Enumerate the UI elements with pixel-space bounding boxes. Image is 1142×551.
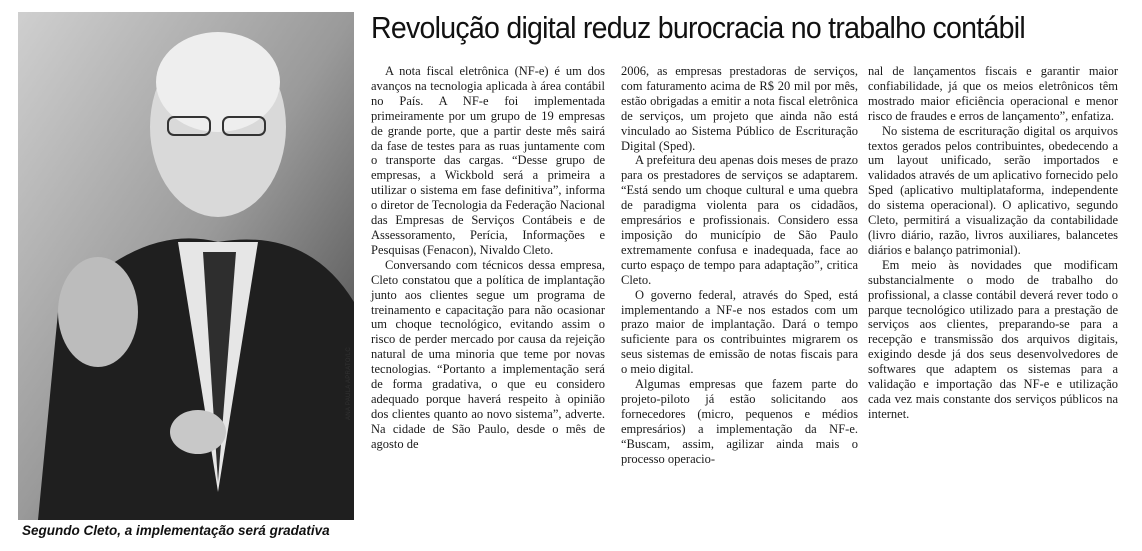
article-photo	[18, 12, 354, 520]
photo-credit: ANA PAULA APRATO/LC	[346, 346, 352, 420]
paragraph: nal de lançamentos fiscais e garantir maior confiabilidade, já que os meios eletrônicos têm mostrado maior eficiência operacional e menor risco de fraudes e erros de lançamento”, enfatiza.	[868, 64, 1118, 123]
article-headline: Revolução digital reduz burocracia no trabalho contábil	[371, 10, 1025, 45]
article-column-2	[621, 64, 858, 466]
paragraph: No sistema de escrituração digital os arquivos textos gerados pelos contribuintes, obedecendo a um layout unificado, serão importados e validados através de um aplicativo fornecido pelo Sped (aplicativo multiplataforma, independente do sistema operacional). O aplicativo, segundo Cleto, permitirá a visualização da contabilidade (livro diário, razão, livros auxiliares, balancetes diários e balanço patrimonial).	[868, 123, 1118, 257]
article-column-1	[371, 64, 605, 452]
article-column-3	[868, 64, 1118, 422]
portrait-illustration	[18, 12, 354, 520]
photo-caption: Segundo Cleto, a implementação será gradativa	[22, 523, 330, 538]
paragraph: O governo federal, através do Sped, está implementando a NF-e nos estados com um prazo maior de implantação. Dará o tempo suficiente para os contribuintes migrarem os seus sistemas de emissão de notas fiscais para o meio digital.	[621, 287, 858, 377]
paragraph: 2006, as empresas prestadoras de serviços, com faturamento acima de R$ 20 mil por mês, estão obrigadas a emitir a nota fiscal eletrônica de serviços, um projeto que ainda não está vinculado ao Sistema Público de Escrituração Digital (Sped).	[621, 64, 858, 153]
paragraph: A nota fiscal eletrônica (NF-e) é um dos avanços na tecnologia aplicada à área contábil no País. A NF-e foi implementada primeiramente por um grupo de 19 empresas de grande porte, que a partir deste mês sairá da fase de testes para as ruas juntamente com o transporte das cargas. “Desse grupo de empresas, a Wickbold será a primeira a utilizar o sistema em fase definitiva”, informa o diretor de Tecnologia da Federação Nacional das Empresas de Serviços Contábeis e de Assessoramento, Perícia, Informações e Pesquisas (Fenacon), Nivaldo Cleto.	[371, 64, 605, 257]
paragraph: A prefeitura deu apenas dois meses de prazo para os prestadores de serviços se adaptarem. “Está sendo um choque cultural e uma quebra de paradigma violenta para os cidadãos, empresários e profissionais. Considero essa imposição do município de São Paulo extremamente confusa e inadequada, face ao curto espaço de tempo para adaptação”, critica Cleto.	[621, 153, 858, 287]
paragraph: Algumas empresas que fazem parte do projeto-piloto já estão solicitando aos fornecedores (micro, pequenos e médios empresários) a implementação da NF-e. “Buscam, assim, agilizar ainda mais o processo operacio-	[621, 377, 858, 466]
paragraph: Conversando com técnicos dessa empresa, Cleto constatou que a política de implantação junto aos clientes segue um programa de treinamento e capacitação para não ocasionar um choque tecnológico, evitando assim o risco de perder mercado por causa da rejeição natural de uma minoria que teme por novas tecnologias. “Portanto a implementação será de forma gradativa, o que eu considero adequado porque haverá respeito à opinião dos clientes quanto ao novo sistema”, adverte. Na cidade de São Paulo, desde o mês de agosto de	[371, 257, 605, 451]
paragraph: Em meio às novidades que modificam substancialmente o modo de trabalho do profissional, a classe contábil deverá rever todo o parque tecnológico utilizado para a prestação de serviços aos clientes, preparando-se para a recepção e transmissão dos arquivos digitais, exigindo desde já dos seus desenvolvedores de softwares que adaptem os sistemas para a validação e importação das NF-e e utilização cada vez mais constante dos serviços públicos na internet.	[868, 257, 1118, 421]
